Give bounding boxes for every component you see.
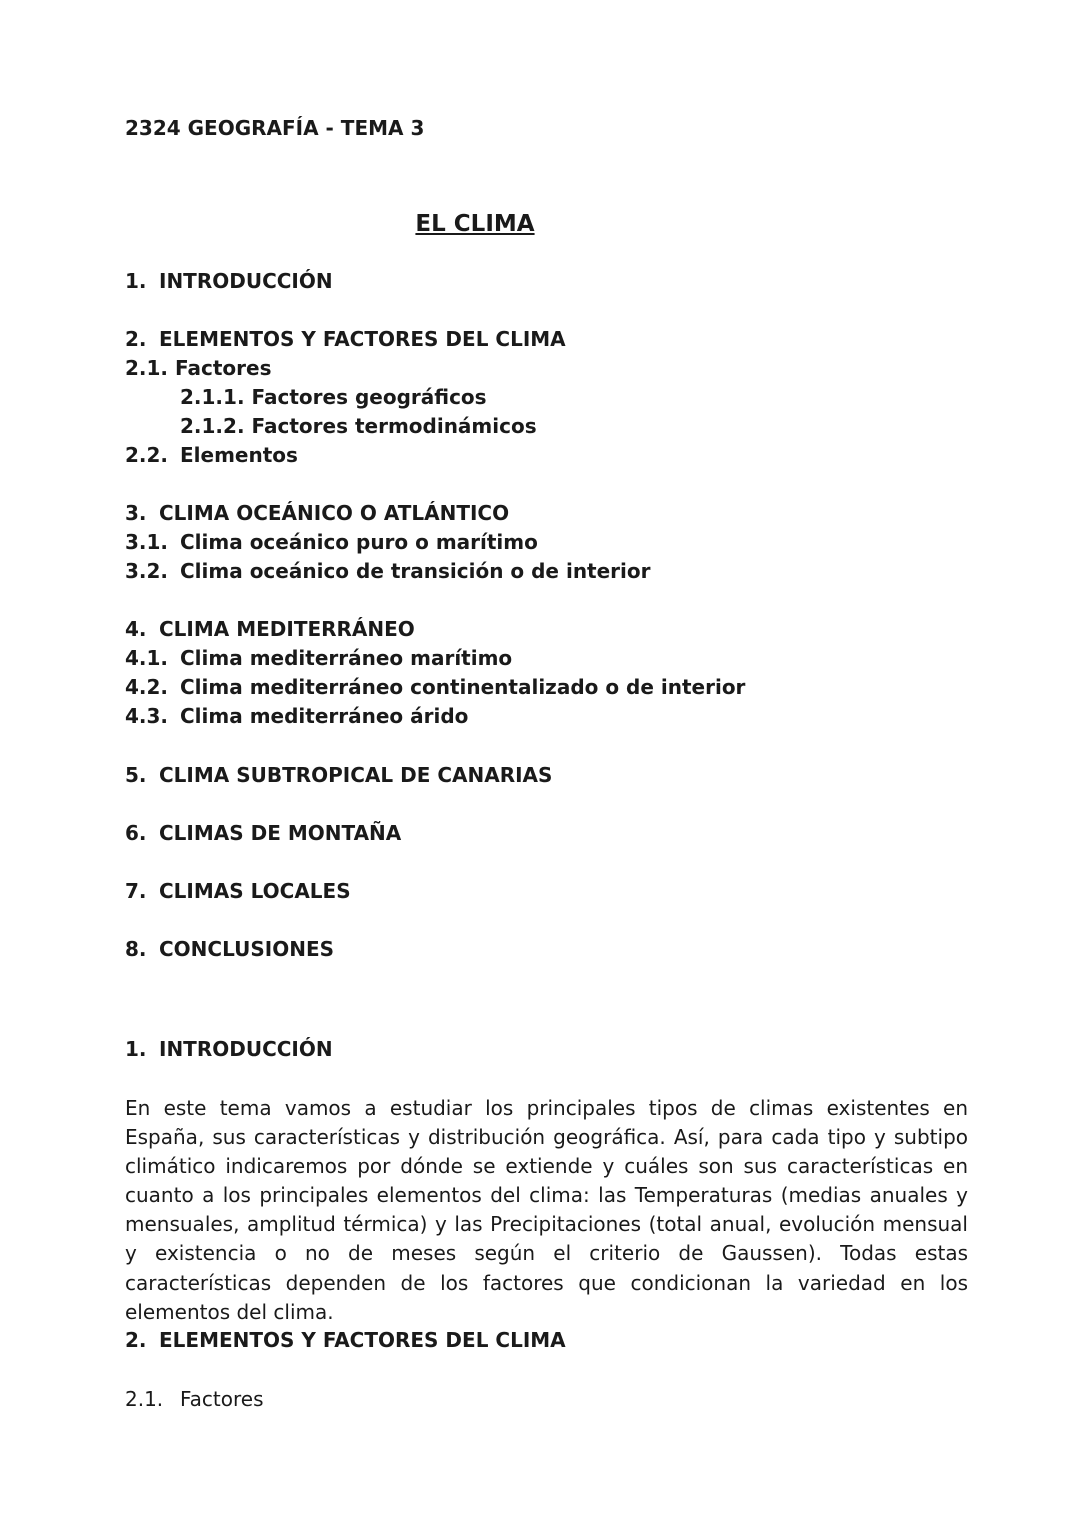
toc-item-4-1 — [125, 644, 512, 673]
toc-item-2-1-2 — [180, 412, 537, 441]
toc-item-2-1-1 — [180, 383, 487, 412]
toc-number: 3. — [125, 501, 147, 525]
toc-label: Factores — [175, 356, 272, 380]
toc-label: Factores geográficos — [251, 385, 487, 409]
toc-item-3 — [125, 499, 509, 528]
toc-item-7 — [125, 877, 351, 906]
toc-label: Factores termodinámicos — [251, 414, 537, 438]
toc-number: 3.2. — [125, 559, 169, 583]
toc-number: 2.1. — [125, 356, 169, 380]
toc-number: 1. — [125, 269, 147, 293]
toc-item-4-3 — [125, 702, 468, 731]
toc-item-8 — [125, 935, 334, 964]
toc-number: 8. — [125, 937, 147, 961]
toc-number: 4. — [125, 617, 147, 641]
toc-item-6 — [125, 819, 401, 848]
toc-item-4-2 — [125, 673, 745, 702]
section-number: 2. — [125, 1328, 147, 1352]
toc-label: CLIMA SUBTROPICAL DE CANARIAS — [159, 763, 553, 787]
toc-label: Clima mediterráneo marítimo — [180, 646, 513, 670]
section-heading-introduccion — [125, 1035, 333, 1064]
section-label: ELEMENTOS Y FACTORES DEL CLIMA — [159, 1328, 566, 1352]
intro-paragraph: En este tema vamos a estudiar los principales tipos de climas existentes en España, sus características y distribución geográfica. Así, para cada tipo y subtipo climático indicaremos por dónde se extiende y cuáles son sus características en cuanto a los principales elementos del clima: las Temperaturas (medias anuales y mensuales, amplitud térmica) y las Precipitaciones (total anual, evolución mensual y existencia o no de meses según el criterio de Gaussen). Todas estas características dependen de los factores que condicionan la variedad en los elementos del clima. — [125, 1096, 968, 1324]
toc-number: 2.2. — [125, 443, 169, 467]
toc-label: Elementos — [180, 443, 298, 467]
section-number: 1. — [125, 1037, 147, 1061]
toc-item-3-1 — [125, 528, 538, 557]
toc-label: INTRODUCCIÓN — [159, 269, 333, 293]
toc-label: CLIMA OCEÁNICO O ATLÁNTICO — [159, 501, 510, 525]
toc-label: Clima oceánico de transición o de interior — [180, 559, 651, 583]
toc-number: 7. — [125, 879, 147, 903]
section-number: 2.1. — [125, 1387, 164, 1411]
toc-item-2-2 — [125, 441, 298, 470]
toc-label: CLIMAS DE MONTAÑA — [159, 821, 402, 845]
subsection-heading-factores — [125, 1385, 264, 1414]
toc-number: 2.1.2. — [180, 414, 245, 438]
toc-number: 4.2. — [125, 675, 169, 699]
toc-label: CONCLUSIONES — [159, 937, 335, 961]
toc-item-3-2 — [125, 557, 651, 586]
toc-number: 2.1.1. — [180, 385, 245, 409]
section-label: Factores — [180, 1387, 264, 1411]
toc-label: CLIMAS LOCALES — [159, 879, 351, 903]
toc-number: 4.1. — [125, 646, 169, 670]
toc-number: 6. — [125, 821, 147, 845]
document-title: EL CLIMA — [415, 211, 535, 237]
toc-label: ELEMENTOS Y FACTORES DEL CLIMA — [159, 327, 566, 351]
toc-number: 3.1. — [125, 530, 169, 554]
toc-item-5 — [125, 761, 552, 790]
toc-label: Clima mediterráneo continentalizado o de interior — [180, 675, 746, 699]
toc-number: 5. — [125, 763, 147, 787]
toc-label: Clima mediterráneo árido — [180, 704, 469, 728]
toc-label: CLIMA MEDITERRÁNEO — [159, 617, 415, 641]
section-label: INTRODUCCIÓN — [159, 1037, 333, 1061]
toc-item-2 — [125, 325, 566, 354]
toc-number: 2. — [125, 327, 147, 351]
toc-item-4 — [125, 615, 415, 644]
toc-item-1 — [125, 267, 333, 296]
section-heading-elementos-factores — [125, 1326, 566, 1355]
toc-number: 4.3. — [125, 704, 169, 728]
toc-item-2-1 — [125, 354, 271, 383]
toc-label: Clima oceánico puro o marítimo — [180, 530, 538, 554]
document-header: 2324 GEOGRAFÍA - TEMA 3 — [125, 116, 425, 140]
